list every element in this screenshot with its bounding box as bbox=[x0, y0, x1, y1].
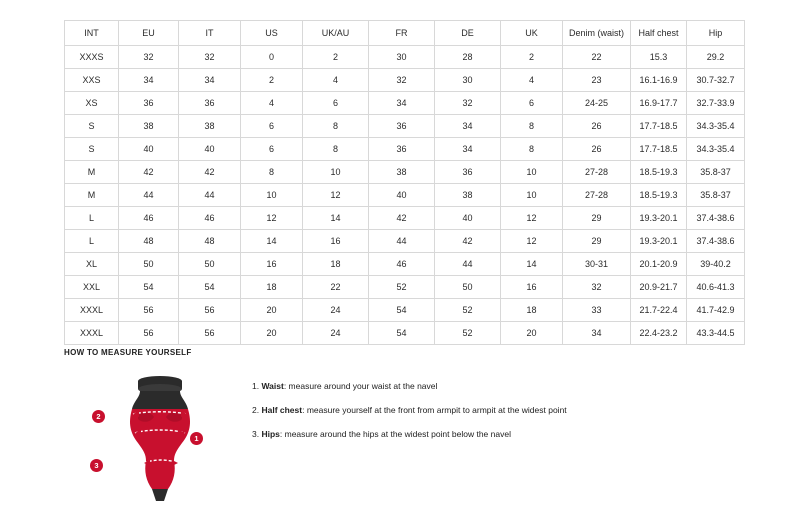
cell-it: 38 bbox=[179, 115, 241, 138]
table-row bbox=[65, 299, 745, 322]
cell-it: 50 bbox=[179, 253, 241, 276]
cell-eu: 56 bbox=[119, 299, 179, 322]
cell-uk-au: 8 bbox=[303, 138, 369, 161]
cell-half-chest: 20.9-21.7 bbox=[631, 276, 687, 299]
table-row bbox=[65, 92, 745, 115]
cell-half-chest: 20.1-20.9 bbox=[631, 253, 687, 276]
note-hips-text: : measure around the hips at the widest point below the navel bbox=[279, 429, 511, 440]
cell-fr: 38 bbox=[369, 161, 435, 184]
cell-int: XL bbox=[65, 253, 119, 276]
cell-uk-au: 24 bbox=[303, 299, 369, 322]
cell-us: 18 bbox=[241, 276, 303, 299]
cell-half-chest: 19.3-20.1 bbox=[631, 230, 687, 253]
column-header-us: US bbox=[241, 21, 303, 46]
cell-de: 52 bbox=[435, 322, 501, 345]
cell-de: 32 bbox=[435, 92, 501, 115]
cell-it: 56 bbox=[179, 299, 241, 322]
cell-uk-au: 14 bbox=[303, 207, 369, 230]
cell-fr: 42 bbox=[369, 207, 435, 230]
cell-half-chest: 19.3-20.1 bbox=[631, 207, 687, 230]
note-half-chest-text: : measure yourself at the front from armpit to armpit at the widest point bbox=[302, 405, 567, 416]
table-row bbox=[65, 276, 745, 299]
cell-uk-au: 10 bbox=[303, 161, 369, 184]
column-header-int: INT bbox=[65, 21, 119, 46]
table-row bbox=[65, 322, 745, 345]
column-header-eu: EU bbox=[119, 21, 179, 46]
measurement-notes bbox=[252, 371, 567, 454]
column-header-fr: FR bbox=[369, 21, 435, 46]
cell-uk-au: 22 bbox=[303, 276, 369, 299]
cell-de: 28 bbox=[435, 46, 501, 69]
size-chart-table bbox=[64, 20, 745, 345]
cell-half-chest: 22.4-23.2 bbox=[631, 322, 687, 345]
note-hips-term: Hips bbox=[261, 429, 280, 440]
cell-de: 52 bbox=[435, 299, 501, 322]
cell-it: 40 bbox=[179, 138, 241, 161]
cell-fr: 44 bbox=[369, 230, 435, 253]
column-header-uk-au: UK/AU bbox=[303, 21, 369, 46]
cell-de: 42 bbox=[435, 230, 501, 253]
cell-fr: 54 bbox=[369, 299, 435, 322]
cell-half-chest: 17.7-18.5 bbox=[631, 115, 687, 138]
cell-us: 12 bbox=[241, 207, 303, 230]
cell-us: 20 bbox=[241, 299, 303, 322]
cell-uk: 10 bbox=[501, 161, 563, 184]
cell-uk: 10 bbox=[501, 184, 563, 207]
cell-it: 48 bbox=[179, 230, 241, 253]
cell-denim-waist: 27-28 bbox=[563, 161, 631, 184]
table-header bbox=[65, 21, 745, 46]
column-header-hip: Hip bbox=[687, 21, 745, 46]
cell-fr: 52 bbox=[369, 276, 435, 299]
cell-it: 42 bbox=[179, 161, 241, 184]
cell-it: 54 bbox=[179, 276, 241, 299]
cell-us: 16 bbox=[241, 253, 303, 276]
cell-de: 44 bbox=[435, 253, 501, 276]
table-row bbox=[65, 161, 745, 184]
cell-hip: 40.6-41.3 bbox=[687, 276, 745, 299]
cell-denim-waist: 26 bbox=[563, 138, 631, 161]
cell-it: 44 bbox=[179, 184, 241, 207]
cell-uk: 8 bbox=[501, 115, 563, 138]
cell-denim-waist: 22 bbox=[563, 46, 631, 69]
cell-us: 0 bbox=[241, 46, 303, 69]
note-waist-text: : measure around your waist at the navel bbox=[283, 381, 438, 391]
marker-3-hips: 3 bbox=[90, 459, 103, 472]
cell-fr: 34 bbox=[369, 92, 435, 115]
cell-int: S bbox=[65, 138, 119, 161]
cell-fr: 36 bbox=[369, 115, 435, 138]
cell-uk-au: 12 bbox=[303, 184, 369, 207]
cell-eu: 34 bbox=[119, 69, 179, 92]
cell-uk: 16 bbox=[501, 276, 563, 299]
cell-it: 36 bbox=[179, 92, 241, 115]
how-to-measure-body bbox=[64, 371, 734, 501]
cell-hip: 32.7-33.9 bbox=[687, 92, 745, 115]
cell-denim-waist: 26 bbox=[563, 115, 631, 138]
column-header-uk: UK bbox=[501, 21, 563, 46]
cell-uk: 12 bbox=[501, 207, 563, 230]
column-header-denim-waist: Denim (waist) bbox=[563, 21, 631, 46]
cell-us: 14 bbox=[241, 230, 303, 253]
cell-us: 10 bbox=[241, 184, 303, 207]
cell-eu: 42 bbox=[119, 161, 179, 184]
cell-denim-waist: 30-31 bbox=[563, 253, 631, 276]
cell-int: XXXS bbox=[65, 46, 119, 69]
cell-it: 56 bbox=[179, 322, 241, 345]
cell-de: 34 bbox=[435, 115, 501, 138]
cell-denim-waist: 24-25 bbox=[563, 92, 631, 115]
cell-us: 2 bbox=[241, 69, 303, 92]
cell-half-chest: 17.7-18.5 bbox=[631, 138, 687, 161]
cell-uk-au: 2 bbox=[303, 46, 369, 69]
cell-hip: 29.2 bbox=[687, 46, 745, 69]
cell-denim-waist: 29 bbox=[563, 207, 631, 230]
cell-denim-waist: 32 bbox=[563, 276, 631, 299]
cell-int: XXXL bbox=[65, 299, 119, 322]
cell-uk: 8 bbox=[501, 138, 563, 161]
size-chart-table-wrapper bbox=[64, 20, 734, 345]
note-hips bbox=[252, 429, 567, 439]
cell-hip: 35.8-37 bbox=[687, 184, 745, 207]
cell-uk: 4 bbox=[501, 69, 563, 92]
cell-int: XXXL bbox=[65, 322, 119, 345]
cell-de: 34 bbox=[435, 138, 501, 161]
cell-eu: 54 bbox=[119, 276, 179, 299]
cell-int: M bbox=[65, 184, 119, 207]
cell-us: 8 bbox=[241, 161, 303, 184]
cell-hip: 34.3-35.4 bbox=[687, 138, 745, 161]
cell-int: L bbox=[65, 207, 119, 230]
cell-eu: 36 bbox=[119, 92, 179, 115]
cell-de: 38 bbox=[435, 184, 501, 207]
cell-de: 30 bbox=[435, 69, 501, 92]
cell-us: 6 bbox=[241, 138, 303, 161]
cell-fr: 36 bbox=[369, 138, 435, 161]
table-row bbox=[65, 207, 745, 230]
cell-fr: 54 bbox=[369, 322, 435, 345]
table-row bbox=[65, 69, 745, 92]
mannequin-illustration bbox=[104, 371, 224, 501]
cell-hip: 37.4-38.6 bbox=[687, 207, 745, 230]
cell-eu: 50 bbox=[119, 253, 179, 276]
cell-int: M bbox=[65, 161, 119, 184]
cell-de: 40 bbox=[435, 207, 501, 230]
table-row bbox=[65, 184, 745, 207]
column-header-it: IT bbox=[179, 21, 241, 46]
mannequin-figure bbox=[94, 371, 224, 501]
cell-hip: 39-40.2 bbox=[687, 253, 745, 276]
cell-eu: 48 bbox=[119, 230, 179, 253]
cell-it: 34 bbox=[179, 69, 241, 92]
cell-fr: 40 bbox=[369, 184, 435, 207]
cell-int: S bbox=[65, 115, 119, 138]
cell-half-chest: 16.1-16.9 bbox=[631, 69, 687, 92]
note-waist-number: 1. bbox=[252, 381, 260, 391]
table-row bbox=[65, 46, 745, 69]
cell-denim-waist: 34 bbox=[563, 322, 631, 345]
cell-eu: 38 bbox=[119, 115, 179, 138]
cell-denim-waist: 27-28 bbox=[563, 184, 631, 207]
note-hips-number: 3. bbox=[252, 429, 260, 440]
cell-eu: 32 bbox=[119, 46, 179, 69]
marker-1-waist: 1 bbox=[190, 432, 203, 445]
cell-int: XXL bbox=[65, 276, 119, 299]
note-half-chest-number: 2. bbox=[252, 405, 260, 416]
cell-it: 46 bbox=[179, 207, 241, 230]
cell-half-chest: 18.5-19.3 bbox=[631, 161, 687, 184]
cell-eu: 40 bbox=[119, 138, 179, 161]
table-row bbox=[65, 230, 745, 253]
cell-it: 32 bbox=[179, 46, 241, 69]
cell-uk-au: 16 bbox=[303, 230, 369, 253]
cell-uk-au: 4 bbox=[303, 69, 369, 92]
column-header-de: DE bbox=[435, 21, 501, 46]
cell-hip: 43.3-44.5 bbox=[687, 322, 745, 345]
note-waist bbox=[252, 381, 567, 391]
cell-uk: 20 bbox=[501, 322, 563, 345]
note-waist-term: Waist bbox=[261, 381, 284, 391]
cell-hip: 37.4-38.6 bbox=[687, 230, 745, 253]
cell-int: L bbox=[65, 230, 119, 253]
note-half-chest bbox=[252, 405, 567, 415]
cell-de: 36 bbox=[435, 161, 501, 184]
cell-uk-au: 24 bbox=[303, 322, 369, 345]
cell-us: 4 bbox=[241, 92, 303, 115]
note-half-chest-term: Half chest bbox=[261, 405, 303, 416]
cell-uk: 12 bbox=[501, 230, 563, 253]
cell-half-chest: 16.9-17.7 bbox=[631, 92, 687, 115]
cell-us: 6 bbox=[241, 115, 303, 138]
cell-denim-waist: 29 bbox=[563, 230, 631, 253]
cell-hip: 41.7-42.9 bbox=[687, 299, 745, 322]
cell-us: 20 bbox=[241, 322, 303, 345]
cell-fr: 46 bbox=[369, 253, 435, 276]
cell-eu: 44 bbox=[119, 184, 179, 207]
cell-uk: 6 bbox=[501, 92, 563, 115]
table-row bbox=[65, 138, 745, 161]
marker-2-half-chest: 2 bbox=[92, 410, 105, 423]
cell-eu: 56 bbox=[119, 322, 179, 345]
how-to-measure-title: HOW TO MEASURE YOURSELF bbox=[64, 348, 192, 357]
cell-int: XXS bbox=[65, 69, 119, 92]
table-row bbox=[65, 115, 745, 138]
cell-half-chest: 18.5-19.3 bbox=[631, 184, 687, 207]
cell-int: XS bbox=[65, 92, 119, 115]
cell-hip: 35.8-37 bbox=[687, 161, 745, 184]
cell-denim-waist: 23 bbox=[563, 69, 631, 92]
cell-fr: 32 bbox=[369, 69, 435, 92]
cell-fr: 30 bbox=[369, 46, 435, 69]
cell-eu: 46 bbox=[119, 207, 179, 230]
cell-half-chest: 15.3 bbox=[631, 46, 687, 69]
cell-hip: 30.7-32.7 bbox=[687, 69, 745, 92]
cell-uk: 14 bbox=[501, 253, 563, 276]
cell-uk-au: 8 bbox=[303, 115, 369, 138]
cell-uk: 18 bbox=[501, 299, 563, 322]
cell-hip: 34.3-35.4 bbox=[687, 115, 745, 138]
how-to-measure-section bbox=[64, 348, 734, 501]
cell-half-chest: 21.7-22.4 bbox=[631, 299, 687, 322]
cell-denim-waist: 33 bbox=[563, 299, 631, 322]
table-row bbox=[65, 253, 745, 276]
table-header-row bbox=[65, 21, 745, 46]
cell-uk: 2 bbox=[501, 46, 563, 69]
column-header-half-chest: Half chest bbox=[631, 21, 687, 46]
cell-uk-au: 6 bbox=[303, 92, 369, 115]
table-body bbox=[65, 46, 745, 345]
cell-de: 50 bbox=[435, 276, 501, 299]
cell-uk-au: 18 bbox=[303, 253, 369, 276]
